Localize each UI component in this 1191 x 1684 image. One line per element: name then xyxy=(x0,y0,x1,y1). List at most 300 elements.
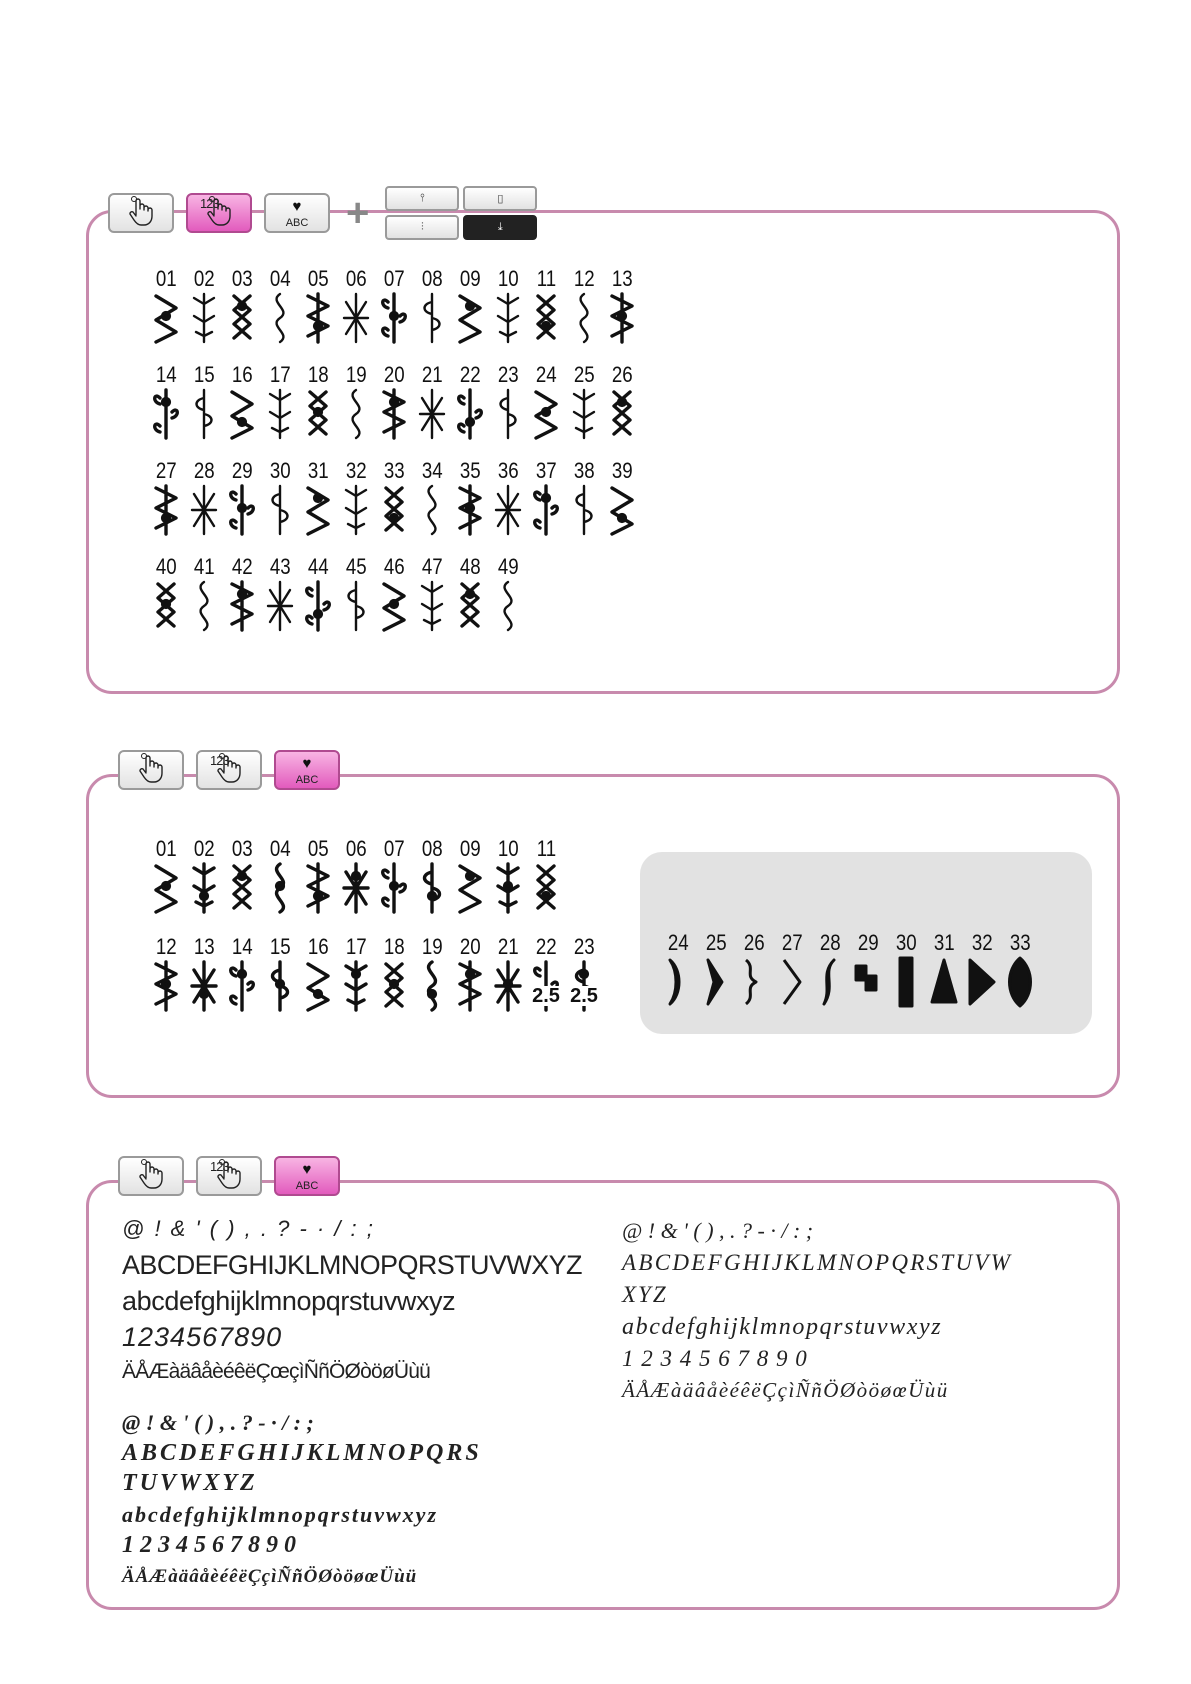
stitch-item[interactable] xyxy=(262,266,298,344)
stitch-pattern-icon xyxy=(454,862,486,914)
tab-label: 123 xyxy=(210,1159,229,1174)
font-sample-line: ÄÅÆàäâåèéêëÇœçìÑñÖØòöøÜùü xyxy=(122,1360,430,1383)
font-sample-line: TUVWXYZ xyxy=(122,1470,258,1496)
stitch-menu-tab[interactable] xyxy=(118,1156,184,1196)
stitch-item[interactable] xyxy=(186,836,222,914)
stitch-number: 19 xyxy=(345,362,367,387)
stitch-number: 25 xyxy=(573,362,595,387)
tab-label: 123 xyxy=(200,196,219,211)
stitch-pattern-icon xyxy=(530,292,562,344)
stitch-row xyxy=(148,836,564,914)
stitch-pattern-icon xyxy=(302,960,334,1012)
stitch-number: 48 xyxy=(459,554,481,579)
stitch-pattern-icon xyxy=(340,388,372,440)
stitch-width-icon[interactable]: ▯ xyxy=(463,186,537,211)
stitch-item[interactable] xyxy=(566,934,602,1012)
satin-shape-icon xyxy=(738,956,770,1008)
stitch-number: 24 xyxy=(667,930,689,955)
font-sample-line: ABCDEFGHIJKLMNOPQRS xyxy=(122,1440,482,1466)
stitch-number: 06 xyxy=(345,836,367,861)
stitch-pattern-icon xyxy=(302,862,334,914)
stitch-number: 09 xyxy=(459,836,481,861)
satin-shape-icon xyxy=(662,956,694,1008)
font-sample-line: 1 2 3 4 5 6 7 8 9 0 xyxy=(122,1532,296,1558)
stitch-number: 31 xyxy=(307,458,329,483)
stitch-pattern-icon xyxy=(226,388,258,440)
stitch-number: 41 xyxy=(193,554,215,579)
stitch-pattern-icon xyxy=(302,484,334,536)
stitch-pattern-icon xyxy=(606,388,638,440)
stitch-number: 37 xyxy=(535,458,557,483)
font-sample-line: XYZ xyxy=(622,1282,668,1307)
stitch-pattern-icon xyxy=(416,580,448,632)
stitch-item[interactable] xyxy=(774,930,810,1008)
stitch-item[interactable] xyxy=(338,362,374,440)
font-sample-line: 1234567890 xyxy=(122,1322,283,1352)
panel3-tab-bar xyxy=(118,1156,340,1196)
stitch-item[interactable] xyxy=(224,554,260,632)
stitch-number: 04 xyxy=(269,266,291,291)
stitch-item[interactable] xyxy=(148,934,184,1012)
satin-shape-icon xyxy=(814,956,846,1008)
stitch-pattern-icon xyxy=(302,292,334,344)
stitch-item[interactable] xyxy=(148,362,184,440)
stitch-pattern-icon xyxy=(416,960,448,1012)
stitch-number: 05 xyxy=(307,836,329,861)
stitch-pattern-icon xyxy=(188,862,220,914)
stitch-pattern-icon xyxy=(264,580,296,632)
stitch-pattern-icon xyxy=(454,388,486,440)
stitch-pattern-icon xyxy=(454,484,486,536)
stitch-number: 08 xyxy=(421,836,443,861)
needle-position-icon[interactable]: ⫯ xyxy=(385,186,459,211)
stitch-number: 23 xyxy=(573,934,595,959)
stitch-number: 02 xyxy=(193,266,215,291)
stitch-pattern-icon xyxy=(340,580,372,632)
stitch-item[interactable] xyxy=(376,362,412,440)
stitch-number: 31 xyxy=(933,930,955,955)
stitch-item[interactable] xyxy=(148,458,184,536)
stitch-menu-tab[interactable] xyxy=(118,750,184,790)
stitch-number: 32 xyxy=(345,458,367,483)
stitch-item[interactable] xyxy=(604,362,640,440)
stitch-item[interactable] xyxy=(452,362,488,440)
stitch-item[interactable] xyxy=(414,836,450,914)
stitch-item[interactable] xyxy=(224,934,260,1012)
stitch-number: 07 xyxy=(383,836,405,861)
stitch-row xyxy=(660,930,1038,1008)
panel2-tab-bar xyxy=(118,750,340,790)
stitch-pattern-icon xyxy=(492,484,524,536)
stitch-number: 26 xyxy=(611,362,633,387)
stitch-item[interactable] xyxy=(300,836,336,914)
satin-shape-icon xyxy=(776,956,808,1008)
stitch-item[interactable] xyxy=(490,458,526,536)
stitch-size-label: 2.5 xyxy=(532,985,560,1007)
stitch-length-icon[interactable]: ⫶ xyxy=(385,215,459,240)
decorative-abc-tab[interactable] xyxy=(274,750,340,790)
stitch-row xyxy=(148,554,526,632)
stitch-number: 08 xyxy=(421,266,443,291)
stitch-pattern-icon xyxy=(340,484,372,536)
stitch-number: 26 xyxy=(743,930,765,955)
stitch-number: 12 xyxy=(573,266,595,291)
stitch-number: 15 xyxy=(269,934,291,959)
stitch-item[interactable] xyxy=(452,554,488,632)
stitch-number: 16 xyxy=(307,934,329,959)
stitch-item[interactable] xyxy=(148,554,184,632)
stitch-item[interactable] xyxy=(376,836,412,914)
stitch-item[interactable] xyxy=(376,266,412,344)
stitch-pattern-icon xyxy=(226,484,258,536)
stitch-pattern-icon xyxy=(188,960,220,1012)
stitch-item[interactable] xyxy=(660,930,696,1008)
numbered-stitch-tab[interactable] xyxy=(196,1156,262,1196)
stitch-number: 11 xyxy=(536,836,556,861)
stitch-item[interactable] xyxy=(262,362,298,440)
stitch-pattern-icon xyxy=(530,862,562,914)
stitch-pattern-icon xyxy=(454,292,486,344)
stitch-number: 22 xyxy=(459,362,481,387)
stitch-number: 10 xyxy=(497,266,519,291)
stitch-pattern-icon xyxy=(264,960,296,1012)
stitch-number: 18 xyxy=(307,362,329,387)
satin-shape-icon xyxy=(890,956,922,1008)
stitch-menu-tab[interactable] xyxy=(108,193,174,233)
stitch-item[interactable] xyxy=(338,458,374,536)
stitch-item[interactable] xyxy=(262,836,298,914)
stitch-pattern-icon xyxy=(416,388,448,440)
stitch-number: 29 xyxy=(231,458,253,483)
hand-touch-icon xyxy=(132,1158,170,1195)
needle-down-icon[interactable]: ⤓ xyxy=(463,215,537,240)
stitch-item[interactable] xyxy=(262,934,298,1012)
stitch-pattern-icon xyxy=(188,484,220,536)
stitch-item[interactable] xyxy=(490,554,526,632)
stitch-item[interactable] xyxy=(414,458,450,536)
stitch-pattern-icon xyxy=(416,484,448,536)
stitch-pattern-icon xyxy=(188,388,220,440)
stitch-pattern-icon xyxy=(340,292,372,344)
stitch-number: 16 xyxy=(231,362,253,387)
stitch-pattern-icon xyxy=(150,862,182,914)
stitch-pattern-icon xyxy=(226,960,258,1012)
stitch-number: 01 xyxy=(155,266,177,291)
stitch-pattern-icon xyxy=(492,292,524,344)
stitch-number: 45 xyxy=(345,554,367,579)
stitch-number: 23 xyxy=(497,362,519,387)
font-sample-line: 1 2 3 4 5 6 7 8 9 0 xyxy=(622,1346,808,1371)
stitch-item[interactable] xyxy=(490,934,526,1012)
stitch-item[interactable] xyxy=(224,362,260,440)
stitch-item[interactable] xyxy=(414,362,450,440)
stitch-number: 18 xyxy=(383,934,405,959)
stitch-number: 49 xyxy=(497,554,519,579)
stitch-number: 27 xyxy=(781,930,803,955)
stitch-number: 13 xyxy=(611,266,633,291)
stitch-pattern-icon xyxy=(226,292,258,344)
stitch-number: 21 xyxy=(497,934,519,959)
stitch-number: 05 xyxy=(307,266,329,291)
stitch-item[interactable] xyxy=(452,836,488,914)
stitch-size-label: 2.5 xyxy=(570,985,598,1007)
stitch-item[interactable] xyxy=(224,458,260,536)
stitch-pattern-icon xyxy=(378,960,410,1012)
stitch-number: 36 xyxy=(497,458,519,483)
font-sample-line: @ ! & ' ( ) , . ? - · / : ; xyxy=(122,1216,375,1241)
stitch-item[interactable] xyxy=(926,930,962,1008)
stitch-number: 47 xyxy=(421,554,443,579)
stitch-number: 38 xyxy=(573,458,595,483)
stitch-pattern-icon xyxy=(264,484,296,536)
tab-label: 123 xyxy=(210,753,229,768)
stitch-item[interactable] xyxy=(186,362,222,440)
stitch-item[interactable] xyxy=(186,934,222,1012)
stitch-item[interactable] xyxy=(964,930,1000,1008)
stitch-number: 11 xyxy=(536,266,556,291)
stitch-item[interactable] xyxy=(338,934,374,1012)
stitch-item[interactable] xyxy=(452,458,488,536)
satin-shape-icon xyxy=(928,956,960,1008)
stitch-pattern-icon xyxy=(378,484,410,536)
stitch-item[interactable] xyxy=(452,266,488,344)
stitch-number: 15 xyxy=(193,362,215,387)
heart-icon: ♥ xyxy=(302,1161,312,1178)
stitch-row xyxy=(148,934,602,1012)
stitch-item[interactable] xyxy=(490,266,526,344)
stitch-item[interactable] xyxy=(812,930,848,1008)
stitch-pattern-icon xyxy=(492,862,524,914)
numbered-stitch-tab[interactable] xyxy=(186,193,252,233)
font-sample-line: ABCDEFGHIJKLMNOPQRSTUVWXYZ xyxy=(122,1250,582,1280)
stitch-number: 19 xyxy=(421,934,443,959)
heart-icon: ♥ xyxy=(292,198,302,215)
stitch-number: 17 xyxy=(345,934,367,959)
stitch-item[interactable] xyxy=(300,554,336,632)
stitch-item[interactable] xyxy=(338,554,374,632)
stitch-item[interactable] xyxy=(888,930,924,1008)
stitch-item[interactable] xyxy=(528,934,564,1012)
stitch-pattern-icon xyxy=(150,580,182,632)
stitch-number: 28 xyxy=(193,458,215,483)
satin-shape-icon xyxy=(1004,956,1036,1008)
stitch-pattern-icon xyxy=(340,862,372,914)
stitch-pattern-icon xyxy=(378,388,410,440)
stitch-item[interactable] xyxy=(528,362,564,440)
stitch-pattern-icon xyxy=(264,862,296,914)
satin-shape-icon xyxy=(966,956,998,1008)
stitch-number: 22 xyxy=(535,934,557,959)
stitch-number: 01 xyxy=(155,836,177,861)
stitch-item[interactable] xyxy=(224,836,260,914)
stitch-item[interactable] xyxy=(528,458,564,536)
decorative-abc-tab[interactable] xyxy=(274,1156,340,1196)
stitch-pattern-icon xyxy=(454,580,486,632)
stitch-number: 30 xyxy=(269,458,291,483)
stitch-pattern-icon xyxy=(264,292,296,344)
stitch-item[interactable] xyxy=(300,934,336,1012)
stitch-row xyxy=(148,266,640,344)
stitch-pattern-icon xyxy=(226,580,258,632)
stitch-pattern-icon xyxy=(606,484,638,536)
stitch-number: 44 xyxy=(307,554,329,579)
stitch-number: 24 xyxy=(535,362,557,387)
stitch-item[interactable] xyxy=(186,554,222,632)
font-sample-line: ÄÅÆàäâåèéêëÇçìÑñÖØòöøœÜùü xyxy=(122,1566,418,1587)
satin-shape-icon xyxy=(700,956,732,1008)
stitch-number: 34 xyxy=(421,458,443,483)
stitch-number: 13 xyxy=(193,934,215,959)
stitch-pattern-icon xyxy=(454,960,486,1012)
tab-label: ABC xyxy=(285,217,309,229)
stitch-number: 43 xyxy=(269,554,291,579)
hand-touch-icon xyxy=(122,195,160,232)
tab-label: ABC xyxy=(295,1180,319,1192)
stitch-item[interactable] xyxy=(414,934,450,1012)
stitch-number: 35 xyxy=(459,458,481,483)
stitch-pattern-icon xyxy=(378,862,410,914)
stitch-number: 09 xyxy=(459,266,481,291)
stitch-pattern-icon xyxy=(264,388,296,440)
stitch-item[interactable] xyxy=(338,836,374,914)
stitch-item[interactable] xyxy=(262,458,298,536)
numbered-stitch-tab[interactable] xyxy=(196,750,262,790)
stitch-pattern-icon xyxy=(302,388,334,440)
stitch-pattern-icon xyxy=(492,580,524,632)
stitch-number: 02 xyxy=(193,836,215,861)
stitch-pattern-icon xyxy=(416,292,448,344)
decorative-abc-tab[interactable] xyxy=(264,193,330,233)
stitch-number: 33 xyxy=(1009,930,1031,955)
stitch-item[interactable] xyxy=(1002,930,1038,1008)
stitch-number: 17 xyxy=(269,362,291,387)
stitch-number: 03 xyxy=(231,266,253,291)
stitch-number: 25 xyxy=(705,930,727,955)
stitch-pattern-icon xyxy=(150,960,182,1012)
stitch-item[interactable] xyxy=(376,458,412,536)
stitch-item[interactable] xyxy=(300,362,336,440)
stitch-pattern-icon xyxy=(568,292,600,344)
font-sample-line: ÄÅÆàäâåèéêëÇçìÑñÖØòöøœÜùü xyxy=(622,1378,949,1402)
stitch-number: 28 xyxy=(819,930,841,955)
stitch-item[interactable] xyxy=(376,554,412,632)
stitch-item[interactable] xyxy=(148,836,184,914)
stitch-pattern-icon xyxy=(150,484,182,536)
tab-label: ABC xyxy=(295,774,319,786)
stitch-item[interactable] xyxy=(300,458,336,536)
stitch-number: 33 xyxy=(383,458,405,483)
stitch-pattern-icon xyxy=(530,388,562,440)
stitch-number: 14 xyxy=(231,934,253,959)
stitch-item[interactable] xyxy=(736,930,772,1008)
stitch-pattern-icon xyxy=(568,388,600,440)
stitch-item[interactable] xyxy=(566,266,602,344)
stitch-item[interactable] xyxy=(528,266,564,344)
stitch-number: 20 xyxy=(383,362,405,387)
font-sample-line: ABCDEFGHIJKLMNOPQRSTUVW xyxy=(622,1250,1013,1275)
stitch-row xyxy=(148,458,640,536)
stitch-item[interactable] xyxy=(528,836,564,914)
stitch-item[interactable] xyxy=(566,458,602,536)
stitch-number: 12 xyxy=(155,934,177,959)
stitch-pattern-icon xyxy=(606,292,638,344)
stitch-item[interactable] xyxy=(186,266,222,344)
stitch-item[interactable] xyxy=(376,934,412,1012)
stitch-number: 27 xyxy=(155,458,177,483)
panel1-tab-bar xyxy=(108,186,537,240)
stitch-item[interactable] xyxy=(338,266,374,344)
stitch-item[interactable] xyxy=(224,266,260,344)
satin-shape-icon xyxy=(852,956,884,1008)
stitch-pattern-icon xyxy=(340,960,372,1012)
stitch-pattern-icon xyxy=(492,960,524,1012)
stitch-item[interactable] xyxy=(186,458,222,536)
stitch-pattern-icon xyxy=(378,580,410,632)
stitch-item[interactable] xyxy=(490,362,526,440)
stitch-pattern-icon xyxy=(150,388,182,440)
stitch-number: 40 xyxy=(155,554,177,579)
stitch-pattern-icon xyxy=(150,292,182,344)
stitch-pattern-icon xyxy=(416,862,448,914)
font-sample-line: @ ! & ' ( ) , . ? - · / : ; xyxy=(122,1410,314,1435)
stitch-pattern-icon xyxy=(530,484,562,536)
stitch-item[interactable] xyxy=(566,362,602,440)
stitch-number: 03 xyxy=(231,836,253,861)
font-sample-line: abcdefghijklmnopqrstuvwxyz xyxy=(122,1502,439,1527)
stitch-pattern-icon xyxy=(188,292,220,344)
font-sample-line: abcdefghijklmnopqrstuvwxyz xyxy=(622,1314,943,1340)
heart-icon: ♥ xyxy=(302,755,312,772)
stitch-item[interactable] xyxy=(850,930,886,1008)
stitch-pattern-icon xyxy=(568,484,600,536)
stitch-item[interactable] xyxy=(698,930,734,1008)
stitch-number: 39 xyxy=(611,458,633,483)
stitch-pattern-icon xyxy=(378,292,410,344)
stitch-number: 04 xyxy=(269,836,291,861)
stitch-pattern-icon xyxy=(492,388,524,440)
font-sample-line: abcdefghijklmnopqrstuvwxyz xyxy=(122,1286,456,1316)
font-sample-line: @ ! & ' ( ) , . ? - · / : ; xyxy=(622,1218,814,1243)
stitch-number: 46 xyxy=(383,554,405,579)
stitch-number: 14 xyxy=(155,362,177,387)
hand-touch-icon xyxy=(132,752,170,789)
stitch-row xyxy=(148,362,640,440)
stitch-item[interactable] xyxy=(452,934,488,1012)
stitch-number: 30 xyxy=(895,930,917,955)
stitch-number: 42 xyxy=(231,554,253,579)
stitch-number: 06 xyxy=(345,266,367,291)
stitch-number: 29 xyxy=(857,930,879,955)
stitch-number: 07 xyxy=(383,266,405,291)
stitch-item[interactable] xyxy=(490,836,526,914)
stitch-item[interactable] xyxy=(300,266,336,344)
stitch-item[interactable] xyxy=(414,266,450,344)
stitch-tune-buttons xyxy=(385,186,537,240)
stitch-pattern-icon xyxy=(188,580,220,632)
stitch-number: 20 xyxy=(459,934,481,959)
stitch-pattern-icon xyxy=(302,580,334,632)
plus-icon: + xyxy=(346,191,370,235)
stitch-item[interactable] xyxy=(148,266,184,344)
stitch-number: 21 xyxy=(421,362,443,387)
stitch-pattern-icon xyxy=(226,862,258,914)
stitch-item[interactable] xyxy=(262,554,298,632)
stitch-item[interactable] xyxy=(604,266,640,344)
stitch-item[interactable] xyxy=(414,554,450,632)
stitch-item[interactable] xyxy=(604,458,640,536)
stitch-number: 32 xyxy=(971,930,993,955)
stitch-number: 10 xyxy=(497,836,519,861)
